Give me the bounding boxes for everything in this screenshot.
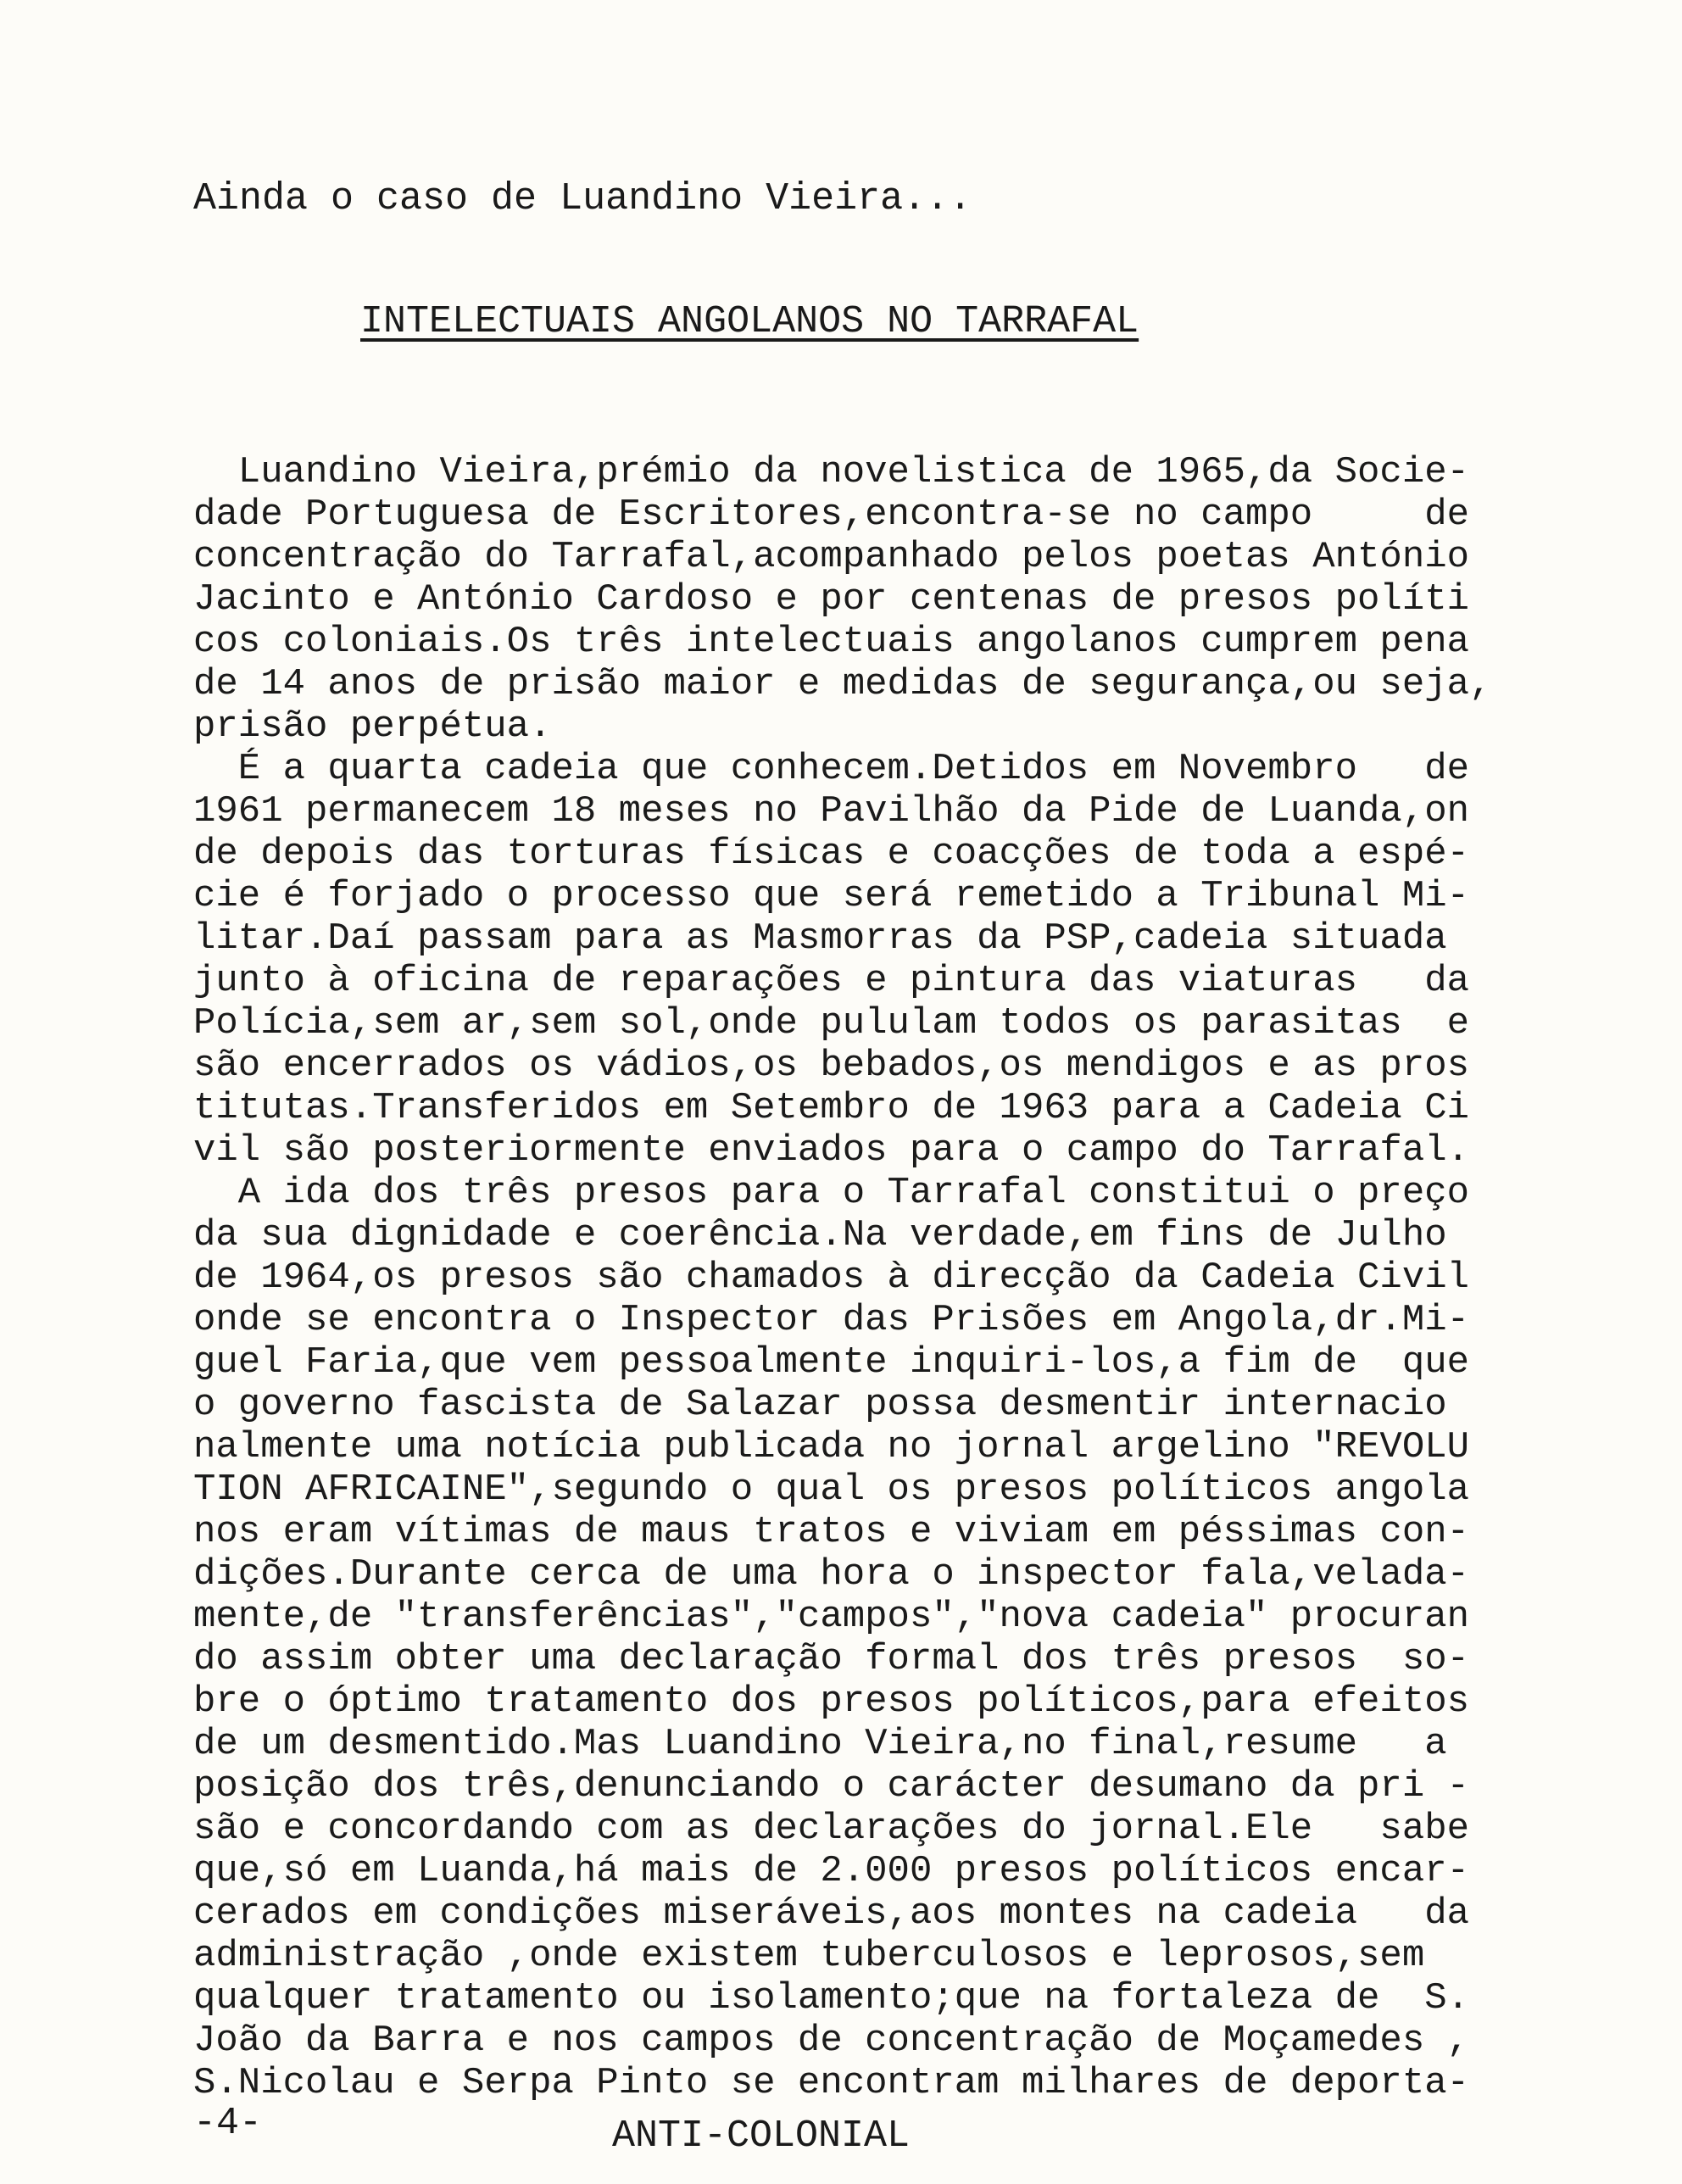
body-line: litar.Daí passam para as Masmorras da PSP,cadeia situada: [193, 917, 1447, 960]
body-line: cerados em condições miseráveis,aos montes na cadeia da: [193, 1892, 1470, 1935]
body-line: concentração do Tarrafal,acompanhado pelos poetas António: [193, 536, 1470, 578]
body-line: Luandino Vieira,prémio da novelistica de 1965,da Socie-: [193, 451, 1470, 493]
body-line: qualquer tratamento ou isolamento;que na fortaleza de S.: [193, 1977, 1470, 2020]
body-line: vil são posteriormente enviados para o campo do Tarrafal.: [193, 1129, 1470, 1172]
body-line: do assim obter uma declaração formal dos três presos so-: [193, 1638, 1470, 1680]
body-line: onde se encontra o Inspector das Prisões em Angola,dr.Mi-: [193, 1299, 1470, 1341]
body-line: dade Portuguesa de Escritores,encontra-se no campo de: [193, 493, 1470, 536]
body-line: que,só em Luanda,há mais de 2.000 presos políticos encar-: [193, 1850, 1470, 1892]
body-line: nos eram vítimas de maus tratos e viviam em péssimas con-: [193, 1511, 1470, 1553]
body-line: da sua dignidade e coerência.Na verdade,em fins de Julho: [193, 1214, 1447, 1256]
kicker-line: Ainda o caso de Luandino Vieira...: [193, 177, 972, 220]
body-line: administração ,onde existem tuberculosos e leprosos,sem: [193, 1935, 1425, 1977]
body-line: Jacinto e António Cardoso e por centenas de presos políti: [193, 578, 1470, 621]
body-line: de depois das torturas físicas e coacções de toda a espé-: [193, 833, 1470, 875]
body-line: prisão perpétua.: [193, 705, 552, 748]
publication-name: ANTI-COLONIAL: [612, 2114, 911, 2158]
body-line: João da Barra e nos campos de concentração de Moçamedes ,: [193, 2020, 1470, 2062]
body-line: de 1964,os presos são chamados à direcção da Cadeia Civil: [193, 1256, 1470, 1299]
body-line: É a quarta cadeia que conhecem.Detidos em Novembro de: [193, 748, 1470, 790]
body-line: nalmente uma notícia publicada no jornal argelino "REVOLU: [193, 1426, 1470, 1468]
body-line: mente,de "transferências","campos","nova cadeia" procuran: [193, 1596, 1470, 1638]
body-line: cie é forjado o processo que será remetido a Tribunal Mi-: [193, 875, 1470, 917]
body-line: dições.Durante cerca de uma hora o inspector fala,velada-: [193, 1553, 1470, 1596]
body-line: são encerrados os vádios,os bebados,os mendigos e as pros: [193, 1045, 1470, 1087]
body-line: TION AFRICAINE",segundo o qual os presos políticos angola: [193, 1468, 1470, 1511]
body-line: de 14 anos de prisão maior e medidas de segurança,ou seja,: [193, 663, 1492, 705]
article-body: [193, 451, 1635, 2104]
body-line: titutas.Transferidos em Setembro de 1963 para a Cadeia Ci: [193, 1087, 1470, 1129]
body-line: junto à oficina de reparações e pintura das viaturas da: [193, 960, 1470, 1002]
body-line: são e concordando com as declarações do jornal.Ele sabe: [193, 1808, 1470, 1850]
body-line: A ida dos três presos para o Tarrafal constitui o preço: [193, 1172, 1470, 1214]
page-number: -4-: [193, 2102, 263, 2145]
body-line: 1961 permanecem 18 meses no Pavilhão da Pide de Luanda,on: [193, 790, 1470, 833]
body-line: de um desmentido.Mas Luandino Vieira,no final,resume a: [193, 1723, 1447, 1765]
body-line: bre o óptimo tratamento dos presos políticos,para efeitos: [193, 1680, 1470, 1723]
body-line: cos coloniais.Os três intelectuais angolanos cumprem pena: [193, 621, 1470, 663]
body-line: guel Faria,que vem pessoalmente inquiri-los,a fim de que: [193, 1341, 1470, 1384]
body-line: S.Nicolau e Serpa Pinto se encontram milhares de deporta-: [193, 2062, 1470, 2104]
body-line: Polícia,sem ar,sem sol,onde pululam todos os parasitas e: [193, 1002, 1470, 1045]
article-title: INTELECTUAIS ANGOLANOS NO TARRAFAL: [360, 300, 1139, 343]
body-line: o governo fascista de Salazar possa desmentir internacio: [193, 1384, 1447, 1426]
body-line: posição dos três,denunciando o carácter desumano da pri -: [193, 1765, 1470, 1808]
